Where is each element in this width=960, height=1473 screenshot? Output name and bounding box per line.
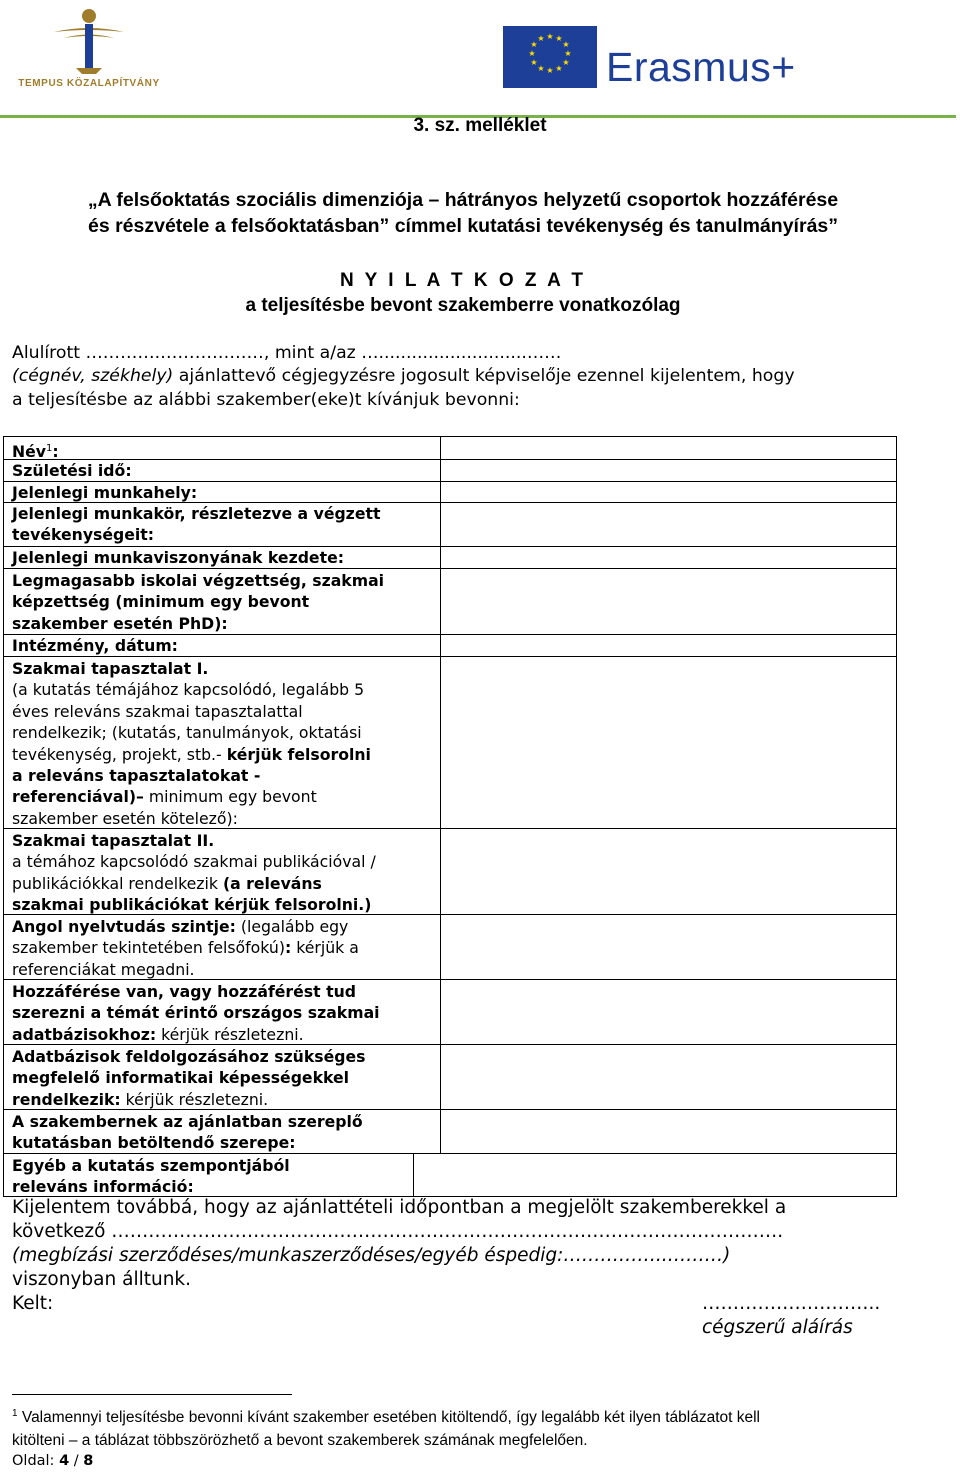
- declaration-subheading: a teljesítésbe bevont szakemberre vonatkozólag: [245, 295, 681, 316]
- workplace-field[interactable]: [441, 482, 896, 502]
- svg-text:★: ★: [537, 34, 545, 43]
- table-row-employment-start: [3, 546, 897, 568]
- closing-line-3: (megbízási szerződéses/munkaszerződéses/egyéb éspedig:……………..………): [12, 1245, 731, 1266]
- svg-text:★: ★: [564, 49, 572, 58]
- role-field[interactable]: [441, 1110, 896, 1153]
- intro-line-2-text: ajánlattevő cégjegyzésre jogosult képviselője ezennel kijelentem, hogy: [173, 366, 795, 386]
- declaration-heading: N Y I L A T K O Z A T: [340, 270, 586, 291]
- footnote-line-1: $^1$ Valamennyi teljesítésbe bevonni kívánt szakember esetében kitöltendő, így legalább két ilyen táblázatot kell: [12, 1408, 761, 1427]
- signature-dots: ………………………..: [702, 1293, 881, 1314]
- table-row-institution: [3, 634, 897, 656]
- svg-text:★: ★: [562, 58, 570, 67]
- tempus-logo-text: TEMPUS KÖZALAPÍTVÁNY: [18, 78, 160, 89]
- svg-text:★: ★: [555, 64, 563, 73]
- table-row-role: [3, 1109, 897, 1153]
- it-skills-field[interactable]: [441, 1045, 896, 1109]
- table-row-experience-1: [3, 656, 897, 828]
- document-title-line-1: „A felsőoktatás szociális dimenziója – hátrányos helyzetű csoportok hozzáférése: [87, 189, 839, 211]
- erasmus-logo-text: Erasmus+: [606, 44, 796, 90]
- education-label: Legmagasabb iskolai végzettség, szakmai képzettség (minimum egy bevont szakember esetén PhD):: [12, 571, 385, 633]
- closing-line-2: következő ……………………………………………………………………………………………….: [12, 1221, 784, 1242]
- footnote-number: 1: [12, 1408, 18, 1419]
- closing-line-1: Kijelentem továbbá, hogy az ajánlattételi időpontban a megjelölt szakemberekkel a: [12, 1197, 787, 1218]
- experience-1-label: Szakmai tapasztalat I. (a kutatás témájához kapcsolódó, legalább 5 éves releváns szakmai tapasztalattal rendelkezik; (kutatás, tanulmányok, oktatási tevékenység, projekt, stb.- kérjük felsorolni a releváns tapasztalatokat - referenciával)– minimum egy bevont szakember esetén kötelező):: [12, 659, 371, 828]
- employment-start-field[interactable]: [441, 547, 896, 568]
- institution-label: Intézmény, dátum:: [12, 636, 178, 655]
- svg-text:★: ★: [530, 40, 538, 49]
- database-access-field[interactable]: [441, 980, 896, 1044]
- table-row-it-skills: [3, 1044, 897, 1109]
- svg-text:★: ★: [528, 49, 536, 58]
- institution-field[interactable]: [441, 635, 896, 656]
- svg-text:★: ★: [546, 32, 554, 41]
- expert-form-table: [3, 436, 897, 1197]
- english-label: Angol nyelvtudás szintje: (legalább egy szakember tekintetében felsőfokú): kérjük a referenciákat megadni.: [12, 917, 359, 979]
- eu-flag-logo: [503, 26, 597, 88]
- role-label: A szakembernek az ajánlatban szereplő kutatásban betöltendő szerepe:: [12, 1112, 363, 1153]
- table-row-experience-2: [3, 828, 897, 914]
- experience-2-label: Szakmai tapasztalat II. a témához kapcsolódó szakmai publikációval / publikációkkal rendelkezik (a releváns szakmai publikációkat kérjük felsorolni.): [12, 831, 376, 915]
- footnote-ref: 1: [46, 443, 53, 454]
- annex-label: 3. sz. melléklet: [413, 115, 547, 136]
- svg-text:★: ★: [562, 40, 570, 49]
- table-row-workplace: [3, 481, 897, 502]
- table-row-other-info: [3, 1153, 897, 1197]
- position-label: Jelenlegi munkakör, részletezve a végzett tevékenységeit:: [12, 504, 381, 545]
- footnote-line-2: kitölteni – a táblázat többszörözhető a bevont szakemberek számának megfelelően.: [12, 1432, 588, 1449]
- svg-text:★: ★: [546, 66, 554, 75]
- page-number: Oldal: 4 / 8: [12, 1453, 94, 1469]
- database-access-label: Hozzáférése van, vagy hozzáférést tud szerezni a témát érintő országos szakmai adatbázisokhoz: kérjük részletezni.: [12, 982, 380, 1044]
- birth-date-field[interactable]: [441, 460, 896, 481]
- table-row-education: [3, 568, 897, 634]
- name-field[interactable]: [441, 437, 896, 459]
- table-row-position: [3, 502, 897, 546]
- table-row-english: [3, 914, 897, 979]
- other-info-field[interactable]: [414, 1154, 896, 1196]
- table-row-birth: [3, 459, 897, 481]
- table-row-name: [3, 436, 897, 462]
- date-label: Kelt:: [12, 1293, 54, 1314]
- experience-2-field[interactable]: [441, 829, 896, 914]
- svg-text:★: ★: [530, 58, 538, 67]
- education-field[interactable]: [441, 569, 896, 634]
- workplace-label: Jelenlegi munkahely:: [12, 483, 198, 502]
- intro-line-2: [12, 366, 795, 386]
- it-skills-label: Adatbázisok feldolgozásához szükséges megfelelő informatikai képességekkel rendelkezik: kérjük részletezni.: [12, 1047, 366, 1109]
- closing-line-4: viszonyban álltunk.: [12, 1269, 192, 1290]
- intro-line-1: Alulírott ………….………………, mint a/az …...........................……: [12, 343, 562, 363]
- birth-label: Születési idő:: [12, 461, 132, 480]
- footnote-divider: [12, 1394, 292, 1395]
- experience-1-field[interactable]: [441, 657, 896, 828]
- english-field[interactable]: [441, 915, 896, 979]
- intro-company-hint: (cégnév, székhely): [12, 366, 174, 386]
- signature-label: cégszerű aláírás: [702, 1317, 853, 1338]
- position-field[interactable]: [441, 503, 896, 546]
- svg-text:★: ★: [537, 64, 545, 73]
- table-row-database-access: [3, 979, 897, 1044]
- other-info-label: Egyéb a kutatás szempontjából releváns információ:: [12, 1156, 290, 1197]
- svg-text:★: ★: [555, 34, 563, 43]
- intro-line-3: a teljesítésbe az alábbi szakember(eke)t kívánjuk bevonni:: [12, 390, 520, 410]
- document-title-line-2: és részvétele a felsőoktatásban” címmel kutatási tevékenység és tanulmányírás”: [87, 215, 839, 237]
- name-label: Név$^1$:: [12, 442, 59, 462]
- employment-start-label: Jelenlegi munkaviszonyának kezdete:: [12, 548, 344, 567]
